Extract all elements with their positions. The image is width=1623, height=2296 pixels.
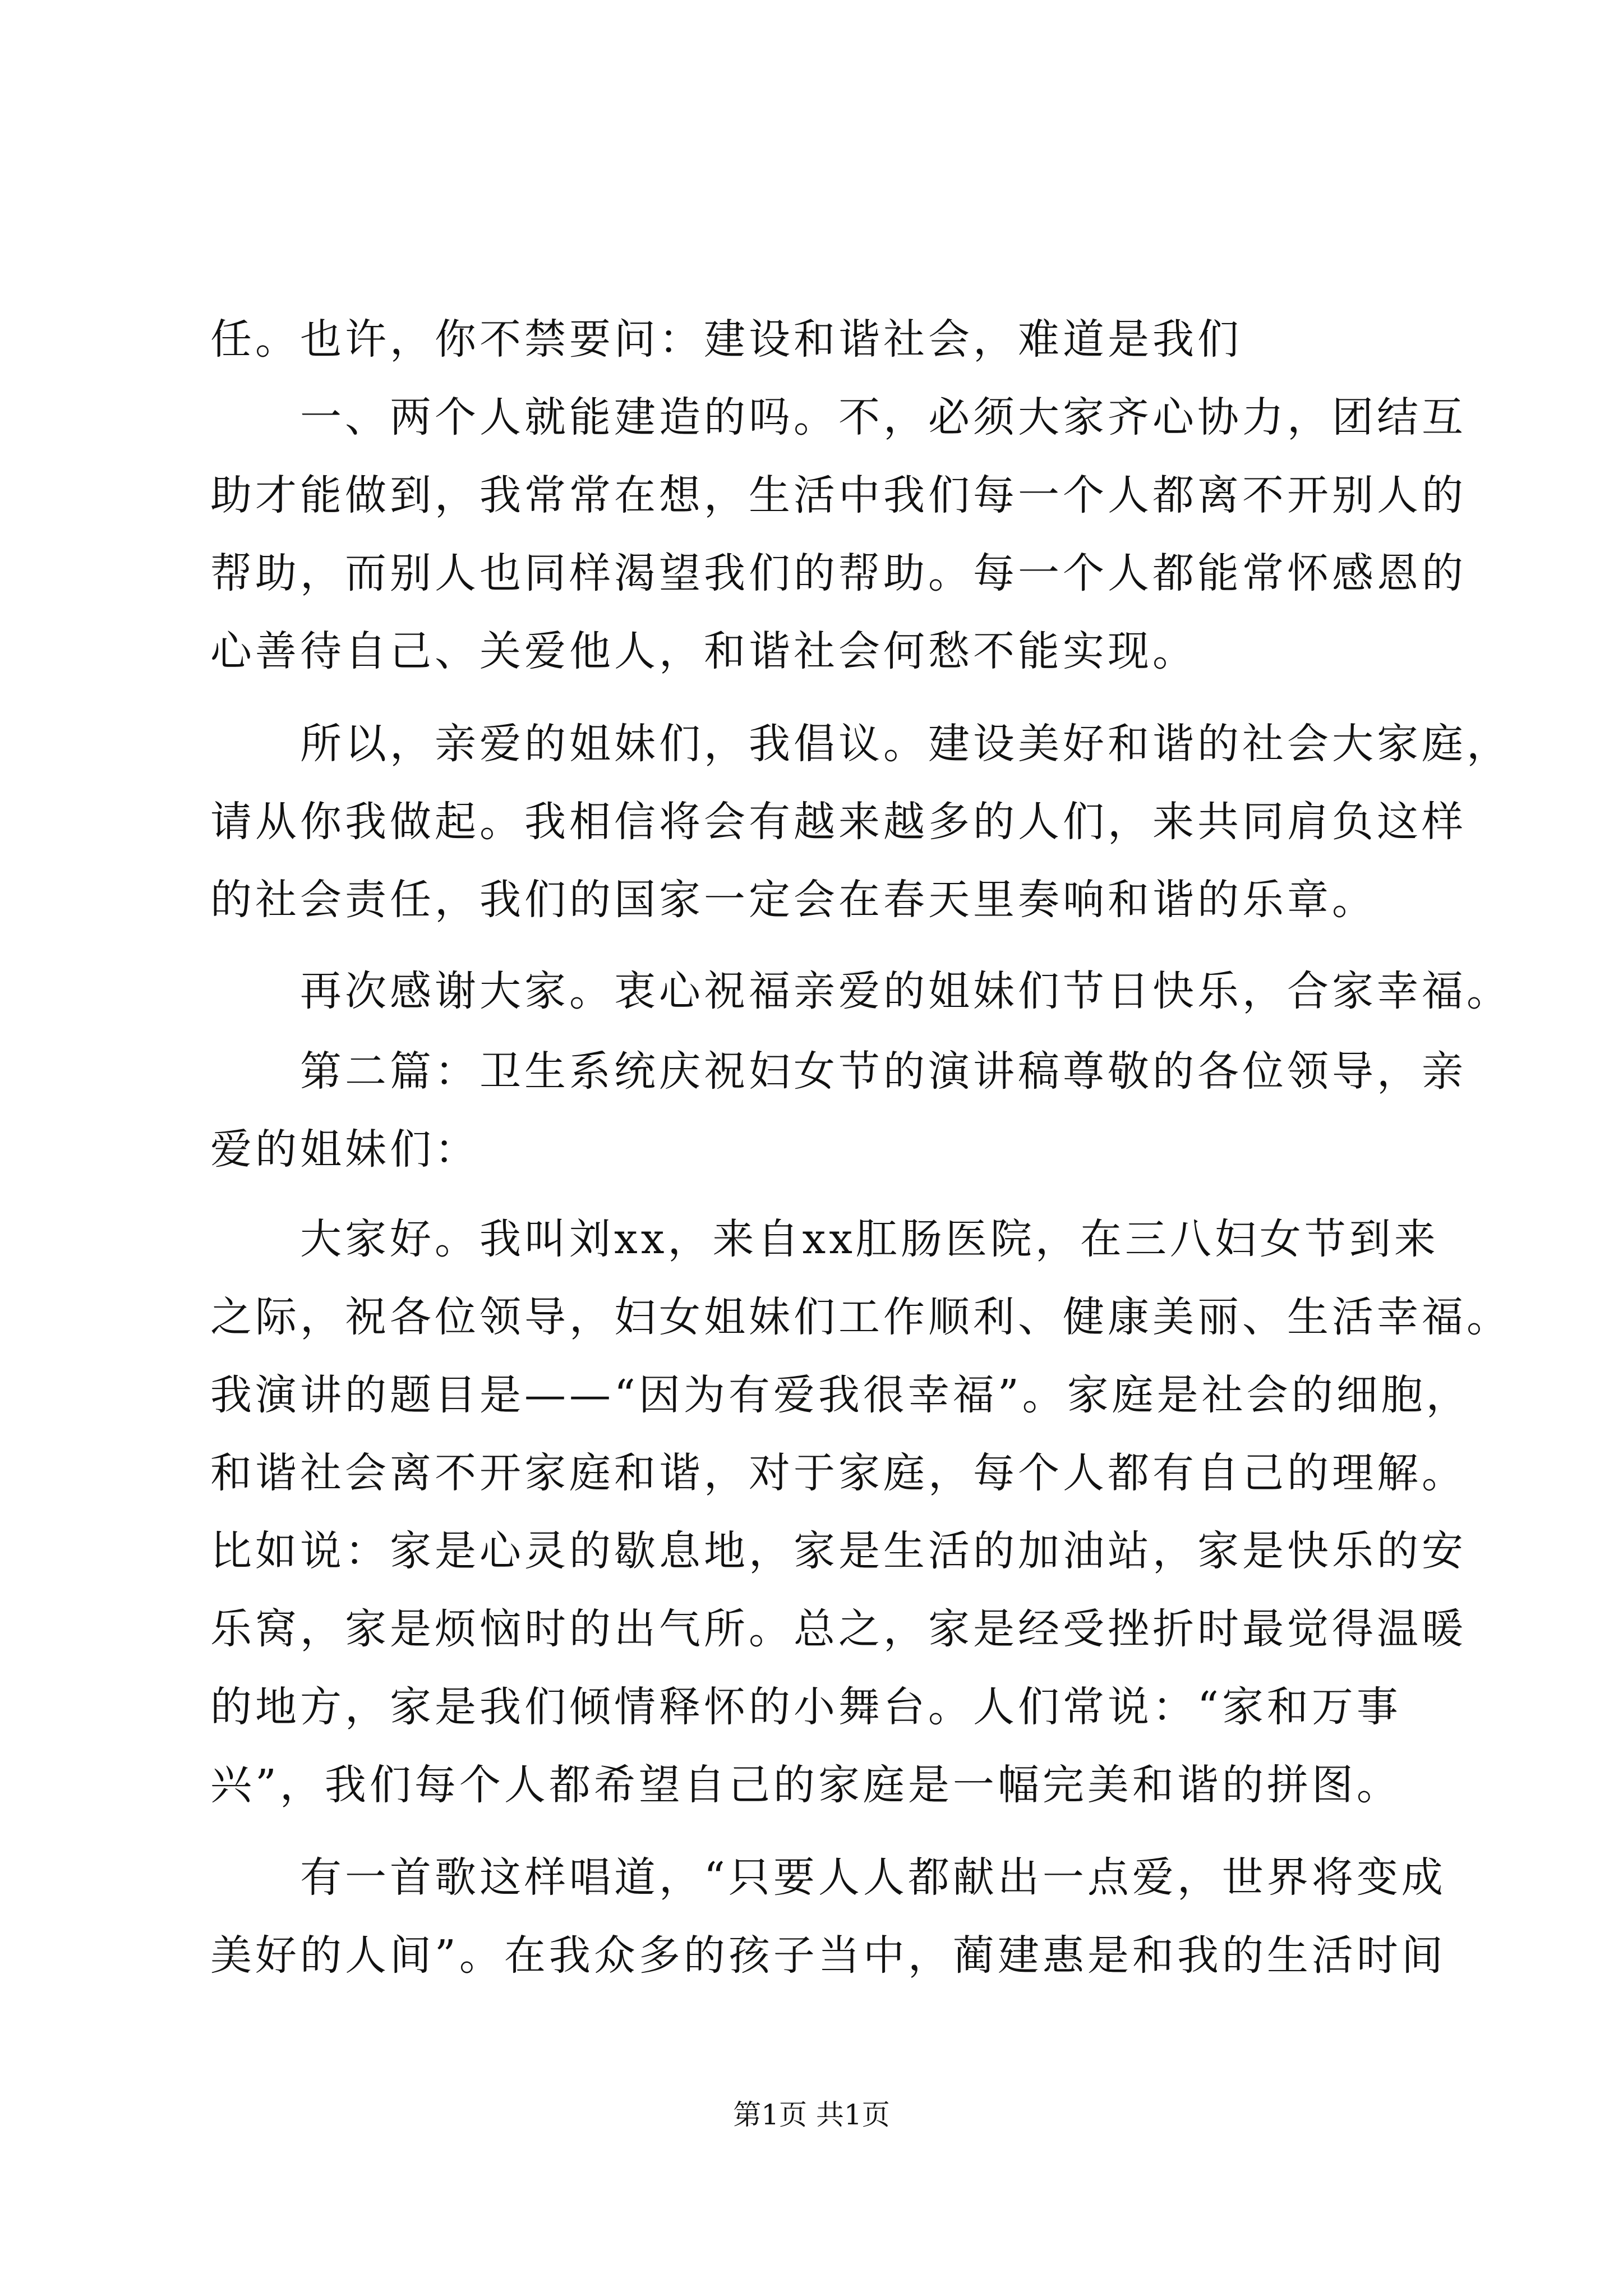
text-line: 帮助，而别人也同样渴望我们的帮助。每一个人都能常怀感恩的 [210,549,1467,597]
text-line: 的地方，家是我们倾情释怀的小舞台。人们常说：“家和万事 [210,1683,1401,1731]
text-line: 和谐社会离不开家庭和谐，对于家庭，每个人都有自己的理解。 [210,1449,1467,1497]
text-line: 比如说：家是心灵的歇息地，家是生活的加油站，家是快乐的安 [210,1527,1467,1575]
text-line: 爱的姐妹们： [210,1125,479,1174]
text-line: 助才能做到，我常常在想，生活中我们每一个人都离不开别人的 [210,471,1467,519]
text-line: 之际，祝各位领导，妇女姐妹们工作顺利、健康美丽、生活幸福。 [210,1293,1511,1341]
text-line: 任。也许，你不禁要问：建设和谐社会，难道是我们 [210,315,1242,364]
text-line: 再次感谢大家。衷心祝福亲爱的姐妹们节日快乐，合家幸福。 [300,967,1511,1015]
text-line: 有一首歌这样唱道，“只要人人都献出一点爱，世界将变成 [300,1853,1446,1902]
text-line: 兴”，我们每个人都希望自己的家庭是一幅完美和谐的拼图。 [210,1761,1401,1809]
text-line: 我演讲的题目是——“因为有爱我很幸福”。家庭是社会的细胞， [210,1371,1471,1419]
text-line: 请从你我做起。我相信将会有越来越多的人们，来共同肩负这样 [210,798,1467,846]
text-line: 一、两个人就能建造的吗。不，必须大家齐心协力，团结互 [300,393,1467,441]
text-line: 心善待自己、关爱他人，和谐社会何愁不能实现。 [210,627,1197,675]
text-line: 所以，亲爱的姐妹们，我倡议。建设美好和谐的社会大家庭， [300,720,1511,768]
text-line: 乐窝，家是烦恼时的出气所。总之，家是经受挫折时最觉得温暖 [210,1605,1467,1653]
text-line: 第二篇：卫生系统庆祝妇女节的演讲稿尊敬的各位领导，亲 [300,1047,1467,1096]
text-line: 美好的人间”。在我众多的孩子当中，蔺建惠是和我的生活时间 [210,1931,1446,1980]
text-line: 的社会责任，我们的国家一定会在春天里奏响和谐的乐章。 [210,876,1377,924]
text-line: 大家好。我叫刘xx，来自xx肛肠医院，在三八妇女节到来 [300,1215,1439,1263]
page-number-footer: 第1页 共1页 [733,2099,890,2131]
